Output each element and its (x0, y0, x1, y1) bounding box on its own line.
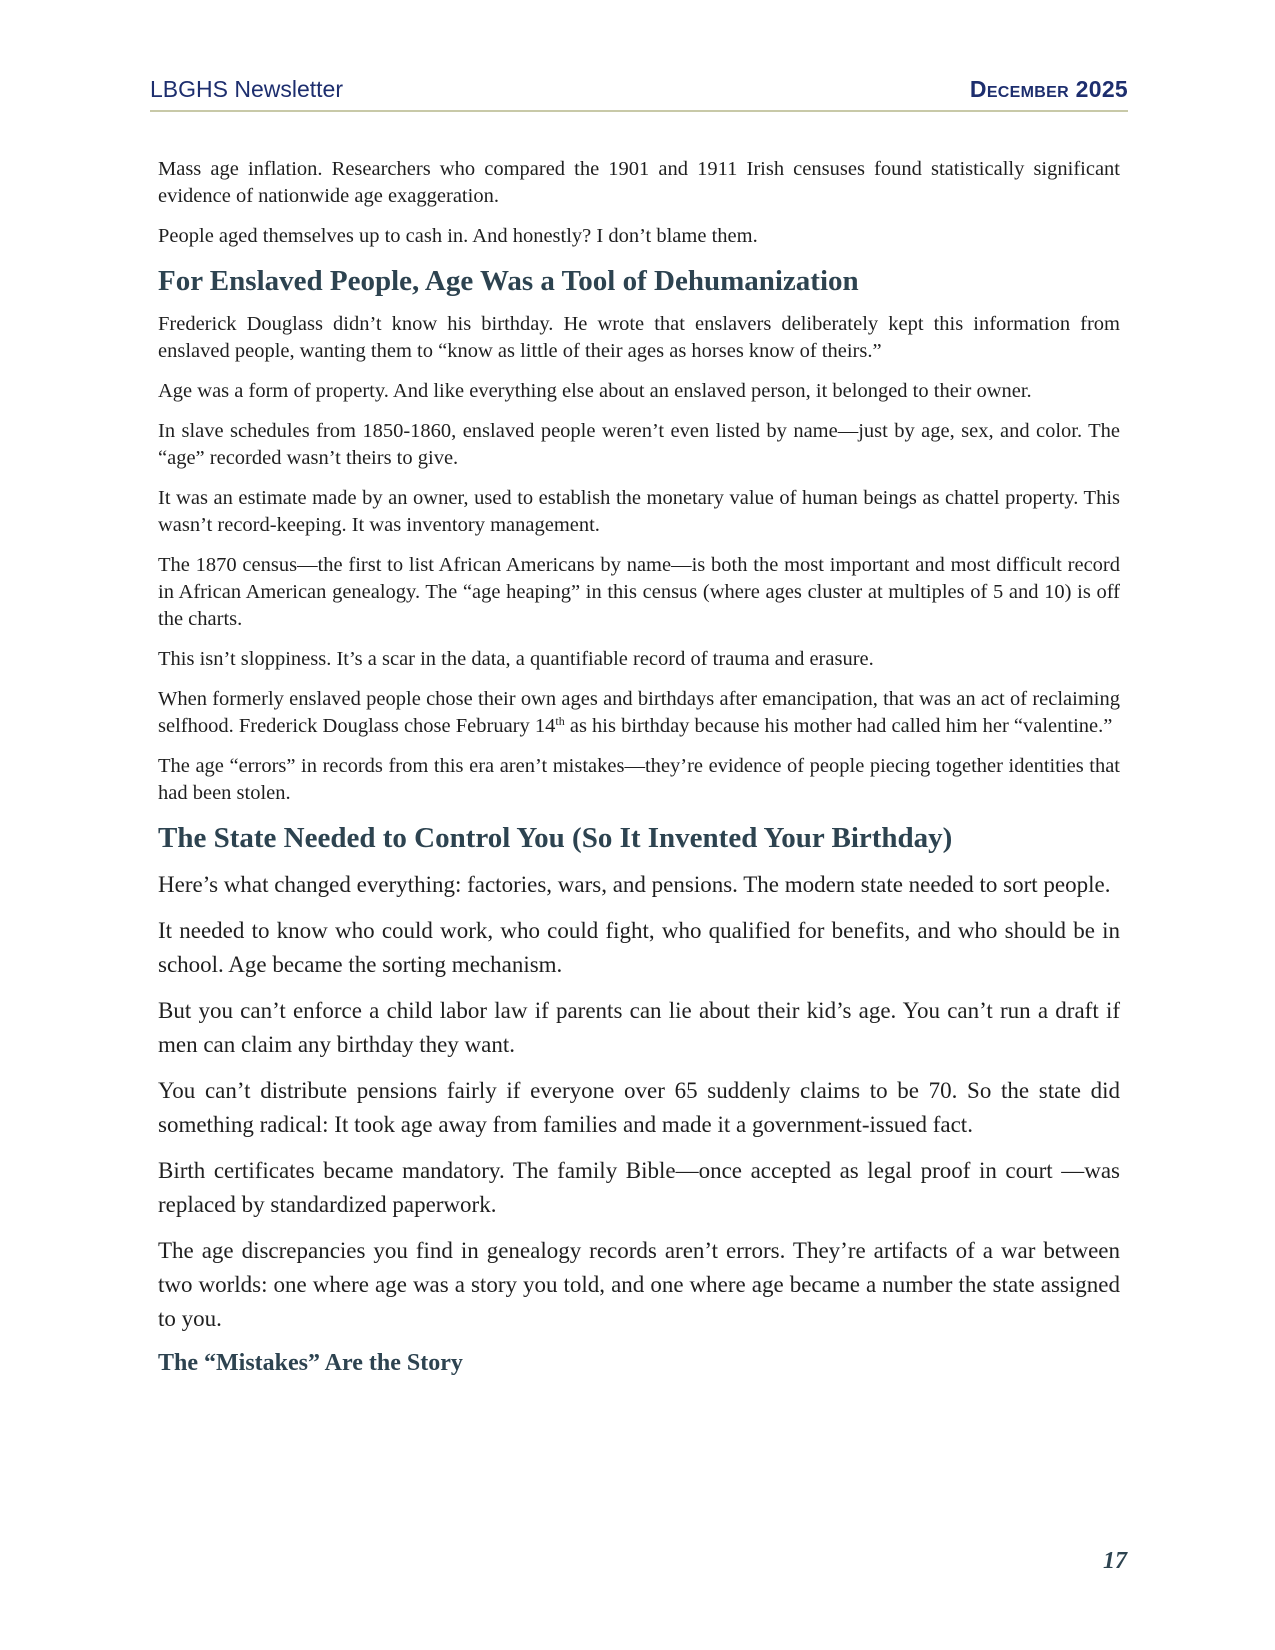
section-heading-state: The State Needed to Control You (So It Invented Your Birthday) (158, 822, 953, 854)
paragraph: In slave schedules from 1850-1860, enslaved people weren’t even listed by name—just by age, sex, and color. The “age” recorded wasn’t theirs to give. (158, 420, 1120, 469)
paragraph: The age “errors” in records from this era aren’t mistakes—they’re evidence of people piecing together identities that had been stolen. (158, 755, 1120, 804)
paragraph: But you can’t enforce a child labor law if parents can lie about their kid’s age. You can’t run a draft if men can claim any birthday they want. (158, 998, 1120, 1057)
paragraph: Here’s what changed everything: factories, wars, and pensions. The modern state needed to sort people. (158, 872, 1111, 897)
paragraph: Mass age inflation. Researchers who compared the 1901 and 1911 Irish censuses found statistically significant evidence of nationwide age exaggeration. (158, 158, 1120, 207)
issue-date: December 2025 (969, 76, 1128, 102)
section-heading-mistakes: The “Mistakes” Are the Story (158, 1350, 463, 1376)
paragraph: Age was a form of property. And like everything else about an enslaved person, it belonged to their owner. (158, 380, 1032, 402)
paragraph: The age discrepancies you find in genealogy records aren’t errors. They’re artifacts of a war between two worlds: one where age was a story you told, and one where age became a number the state assigned to you. (158, 1238, 1120, 1331)
page-header (150, 72, 1128, 112)
paragraph: It needed to know who could work, who could fight, who qualified for benefits, and who should be in school. Age became the sorting mechanism. (158, 918, 1120, 977)
text-run: as his birthday because his mother had called him her “valentine.” (564, 715, 1113, 737)
paragraph: You can’t distribute pensions fairly if everyone over 65 suddenly claims to be 70. So the state did something radical: It took age away from families and made it a government-issued fact. (158, 1078, 1120, 1137)
paragraph: People aged themselves up to cash in. And honestly? I don’t blame them. (158, 225, 758, 247)
paragraph: Birth certificates became mandatory. The family Bible—once accepted as legal proof in court —was replaced by standardized paperwork. (158, 1158, 1120, 1217)
paragraph: The 1870 census—the first to list African Americans by name—is both the most important and most difficult record in African American genealogy. The “age heaping” in this census (where ages cluster at multiples of 5 and 10) is off the charts. (158, 554, 1120, 630)
paragraph: It was an estimate made by an owner, used to establish the monetary value of human beings as chattel property. This wasn’t record-keeping. It was inventory management. (158, 487, 1120, 536)
paragraph (158, 686, 1120, 740)
paragraph: This isn’t sloppiness. It’s a scar in the data, a quantifiable record of trauma and erasure. (158, 648, 874, 670)
newsletter-title: LBGHS Newsletter (150, 76, 344, 102)
text-run: When formerly enslaved people chose their own ages and birthdays after emancipation, that was an act of reclaiming selfhood. Frederick Douglass chose February 14 (158, 688, 1120, 737)
paragraph: Frederick Douglass didn’t know his birthday. He wrote that enslavers deliberately kept this information from enslaved people, wanting them to “know as little of their ages as horses know of theirs.” (158, 313, 1120, 362)
article-body (158, 156, 1120, 1378)
page-number: 17 (1103, 1548, 1127, 1574)
ordinal-suffix: th (555, 714, 565, 728)
section-heading-enslaved: For Enslaved People, Age Was a Tool of Dehumanization (158, 265, 859, 297)
